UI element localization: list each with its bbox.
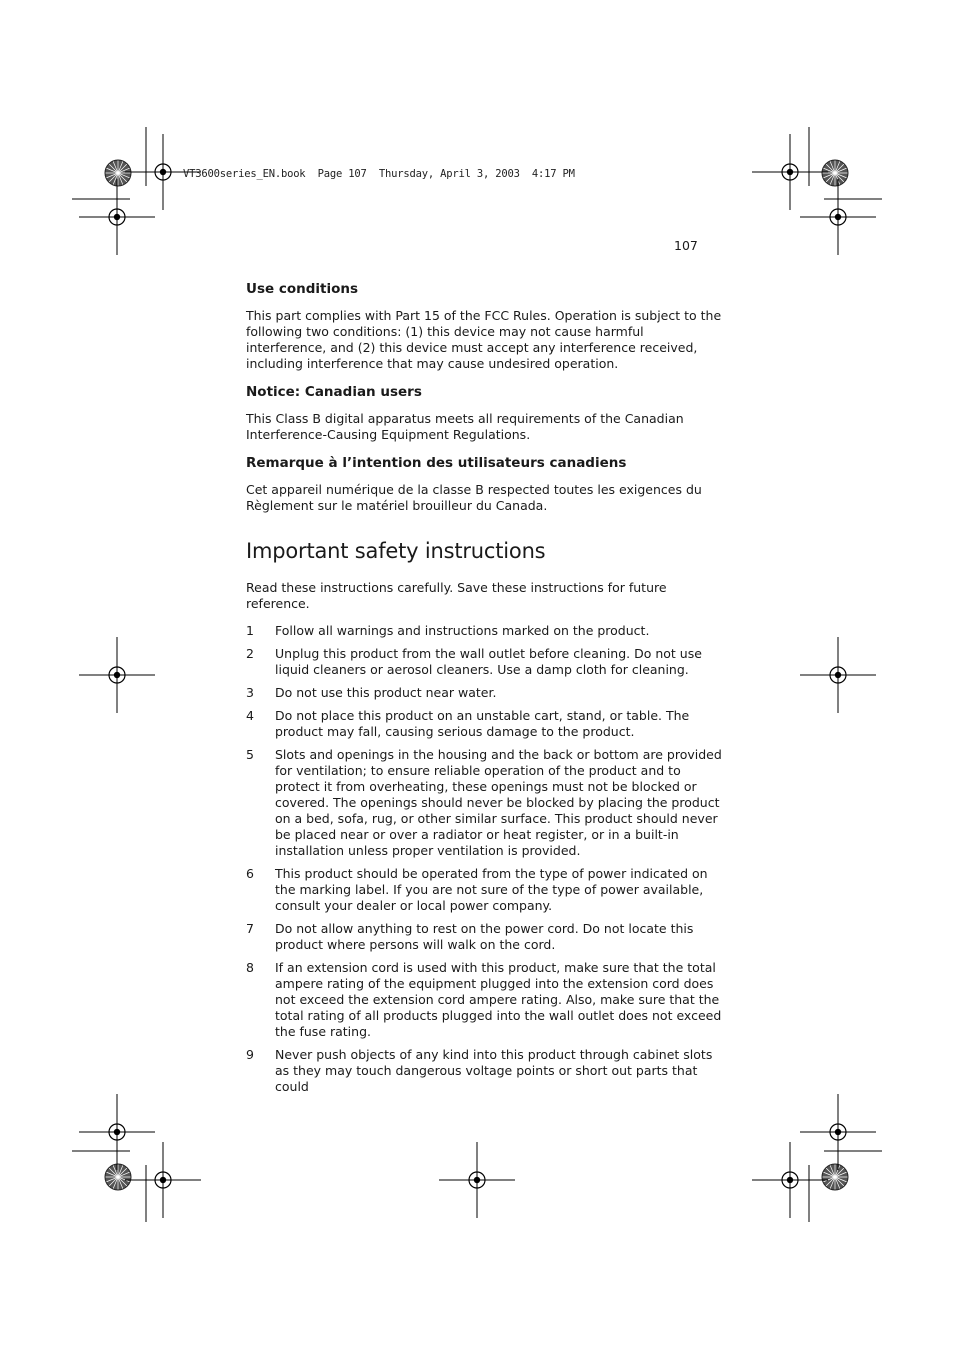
section-body-use-conditions: This part complies with Part 15 of the FCC Rules. Operation is subject to the following two conditions: (1) this device may not cause harmful interference, and (2) this device must accept any interference received, including interference that may cause undesired operation. (246, 308, 722, 371)
item-number: 9 (246, 1047, 254, 1062)
page-content (246, 280, 724, 1102)
list-item (246, 747, 724, 859)
item-text: Unplug this product from the wall outlet before cleaning. Do not use liquid cleaners or aerosol cleaners. Use a damp cloth for cleaning. (275, 646, 702, 677)
file-slug-header: VT3600series_EN.book Page 107 Thursday, April 3, 2003 4:17 PM (183, 168, 575, 180)
item-number: 4 (246, 708, 254, 723)
safety-instruction-list (246, 623, 724, 1095)
list-item (246, 646, 724, 678)
page-number: 107 (674, 238, 698, 253)
item-number: 8 (246, 960, 254, 975)
item-text: Slots and openings in the housing and the back or bottom are provided for ventilation; to ensure reliable operation of the product and to protect it from overheating, these openings must not be blocked or covered. The openings should never be blocked by placing the product on a bed, sofa, rug, or other similar surface. This product should never be placed near or over a radiator or heat register, or in a built-in installation unless proper ventilation is provided. (275, 747, 722, 858)
item-text: Follow all warnings and instructions marked on the product. (275, 623, 650, 638)
list-item (246, 685, 724, 701)
item-number: 5 (246, 747, 254, 762)
list-item (246, 708, 724, 740)
item-text: Do not place this product on an unstable cart, stand, or table. The product may fall, causing serious damage to the product. (275, 708, 690, 739)
list-item (246, 866, 724, 914)
item-text: Do not use this product near water. (275, 685, 497, 700)
safety-intro: Read these instructions carefully. Save these instructions for future reference. (246, 580, 667, 611)
item-number: 6 (246, 866, 254, 881)
item-text: Do not allow anything to rest on the power cord. Do not locate this product where persons will walk on the cord. (275, 921, 694, 952)
section-heading-use-conditions: Use conditions (246, 281, 359, 297)
section-heading-remarque: Remarque à l’intention des utilisateurs canadiens (246, 455, 627, 471)
item-text: If an extension cord is used with this product, make sure that the total ampere rating of the equipment plugged into the extension cord does not exceed the extension cord ampere rating. Also, make sure that the total rating of all products plugged into the wall outlet does not exceed the fuse rating. (275, 960, 722, 1039)
section-heading-canadian-users: Notice: Canadian users (246, 384, 422, 400)
item-number: 2 (246, 646, 254, 661)
item-text: This product should be operated from the type of power indicated on the marking label. If you are not sure of the type of power available, consult your dealer or local power company. (275, 866, 708, 913)
item-number: 7 (246, 921, 254, 936)
list-item (246, 623, 724, 639)
item-number: 1 (246, 623, 254, 638)
section-body-remarque: Cet appareil numérique de la classe B respected toutes les exigences du Règlement sur le matériel brouilleur du Canada. (246, 482, 702, 513)
list-item (246, 921, 724, 953)
list-item (246, 1047, 724, 1095)
item-number: 3 (246, 685, 254, 700)
safety-title: Important safety instructions (246, 539, 546, 563)
section-body-canadian-users: This Class B digital apparatus meets all requirements of the Canadian Interference-Causing Equipment Regulations. (246, 411, 684, 442)
item-text: Never push objects of any kind into this product through cabinet slots as they may touch dangerous voltage points or short out parts that could (275, 1047, 713, 1094)
list-item (246, 960, 724, 1040)
